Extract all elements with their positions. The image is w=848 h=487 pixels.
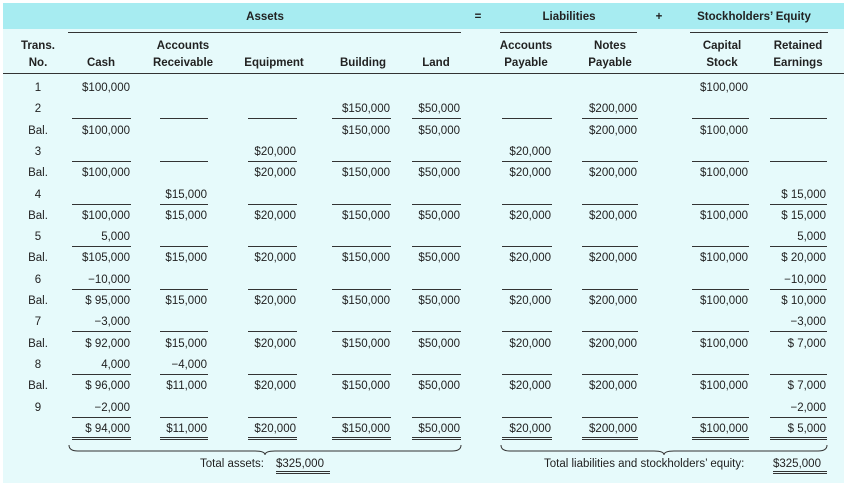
cell-building: $150,000: [342, 125, 390, 137]
row-label: 4: [34, 189, 42, 201]
row-label: Bal.: [28, 167, 48, 179]
cell-land: $50,000: [418, 423, 460, 435]
sum-rule: [332, 289, 391, 290]
sum-rule: [692, 374, 749, 375]
sum-rule: [248, 246, 297, 247]
cell-building: $150,000: [342, 167, 390, 179]
sum-rule: [160, 331, 208, 332]
sum-rule: [332, 374, 391, 375]
building-header: Building: [340, 57, 386, 69]
cell-retained: 5,000: [797, 231, 826, 243]
sum-rule: [770, 204, 827, 205]
sum-rule: [72, 417, 131, 418]
cell-np: $200,000: [589, 423, 637, 435]
row-label: Bal.: [28, 125, 48, 137]
cell-building: $150,000: [342, 295, 390, 307]
row-label: 7: [34, 316, 42, 328]
sum-rule: [412, 204, 461, 205]
cell-building: $150,000: [342, 338, 390, 350]
cell-cash: 4,000: [101, 359, 130, 371]
cell-retained: −2,000: [790, 402, 826, 414]
total-rule: [770, 437, 827, 440]
sum-rule: [770, 374, 827, 375]
sum-rule: [332, 331, 391, 332]
cell-land: $50,000: [418, 125, 460, 137]
ap-header-1: Accounts: [499, 40, 553, 52]
sum-rule: [502, 161, 552, 162]
sum-rule: [770, 289, 827, 290]
total-rule: [692, 437, 749, 440]
cell-land: $50,000: [418, 103, 460, 115]
sum-rule: [160, 289, 208, 290]
sum-rule: [72, 204, 131, 205]
sum-rule: [160, 417, 208, 418]
plus-sign: +: [655, 11, 663, 23]
sum-rule: [582, 204, 638, 205]
ap-header-2: Payable: [504, 57, 548, 69]
cell-cash: $100,000: [82, 82, 130, 94]
cell-building: $150,000: [342, 380, 390, 392]
sum-rule: [412, 331, 461, 332]
assets-brace: [68, 445, 462, 455]
cell-land: $50,000: [418, 380, 460, 392]
cell-ar: −4,000: [171, 359, 207, 371]
sum-rule: [582, 289, 638, 290]
total-le-underline: [773, 471, 827, 474]
cell-ar: $15,000: [165, 338, 207, 350]
total-assets-value: $325,000: [276, 458, 324, 470]
sum-rule: [692, 161, 749, 162]
total-rule: [582, 437, 638, 440]
liabilities-header: Liabilities: [542, 11, 596, 23]
total-le-value: $325,000: [773, 458, 821, 470]
cell-cash: −3,000: [94, 316, 130, 328]
cell-building: $150,000: [342, 210, 390, 222]
sum-rule: [412, 374, 461, 375]
sum-rule: [72, 374, 131, 375]
sum-rule: [502, 246, 552, 247]
sum-rule: [160, 118, 208, 119]
cell-ar: $15,000: [165, 210, 207, 222]
sum-rule: [692, 289, 749, 290]
header-divider: [3, 73, 844, 74]
sum-rule: [502, 417, 552, 418]
sum-rule: [248, 417, 297, 418]
ar-header-2: Receivable: [152, 57, 214, 69]
retained-header-2: Earnings: [773, 57, 823, 69]
sum-rule: [248, 161, 297, 162]
sum-rule: [582, 161, 638, 162]
sum-rule: [582, 331, 638, 332]
cell-np: $200,000: [589, 295, 637, 307]
ar-header-1: Accounts: [156, 40, 210, 52]
cell-np: $200,000: [589, 103, 637, 115]
cell-cash: $ 94,000: [85, 423, 130, 435]
sum-rule: [248, 331, 297, 332]
cell-np: $200,000: [589, 252, 637, 264]
cell-cash: $100,000: [82, 125, 130, 137]
cell-ap: $20,000: [509, 167, 551, 179]
sum-rule: [502, 118, 552, 119]
trans-header-1: Trans.: [21, 40, 55, 52]
total-assets-label: Total assets:: [200, 458, 264, 470]
cell-cash: $ 96,000: [85, 380, 130, 392]
total-assets-underline: [276, 471, 330, 474]
cell-retained: $ 7,000: [787, 338, 826, 350]
sum-rule: [248, 289, 297, 290]
cell-equipment: $20,000: [254, 167, 296, 179]
assets-header: Assets: [246, 11, 284, 23]
cell-equipment: $20,000: [254, 338, 296, 350]
retained-header-1: Retained: [773, 40, 823, 52]
sum-rule: [332, 118, 391, 119]
row-label: 1: [34, 82, 42, 94]
row-label: 5: [34, 231, 42, 243]
equity-rule: [690, 32, 828, 33]
row-label: 9: [34, 402, 42, 414]
equals-sign: =: [474, 11, 482, 23]
cell-ap: $20,000: [509, 338, 551, 350]
sum-rule: [692, 246, 749, 247]
cell-cash: $100,000: [82, 167, 130, 179]
sum-rule: [412, 289, 461, 290]
liabilities-rule: [500, 32, 637, 33]
cell-land: $50,000: [418, 252, 460, 264]
trans-header-2: No.: [28, 57, 48, 69]
sum-rule: [502, 374, 552, 375]
cell-ap: $20,000: [509, 295, 551, 307]
sum-rule: [770, 417, 827, 418]
cell-equipment: $20,000: [254, 295, 296, 307]
row-label: 6: [34, 274, 42, 286]
sum-rule: [160, 161, 208, 162]
sum-rule: [412, 118, 461, 119]
cell-building: $150,000: [342, 103, 390, 115]
sum-rule: [332, 161, 391, 162]
cell-np: $200,000: [589, 338, 637, 350]
cell-retained: $ 10,000: [781, 295, 826, 307]
cell-ar: $11,000: [166, 423, 207, 435]
sum-rule: [770, 161, 827, 162]
cell-capital: $100,000: [700, 423, 748, 435]
cell-capital: $100,000: [700, 252, 748, 264]
sum-rule: [412, 161, 461, 162]
capital-header-1: Capital: [702, 40, 742, 52]
sum-rule: [248, 204, 297, 205]
sum-rule: [72, 246, 131, 247]
cell-ar: $11,000: [166, 380, 207, 392]
sum-rule: [770, 246, 827, 247]
cell-capital: $100,000: [700, 210, 748, 222]
cell-retained: $ 20,000: [781, 252, 826, 264]
cell-ap: $20,000: [509, 423, 551, 435]
row-label: Bal.: [28, 295, 48, 307]
equipment-header: Equipment: [244, 57, 304, 69]
sum-rule: [692, 204, 749, 205]
cell-cash: 5,000: [101, 231, 130, 243]
cash-header: Cash: [86, 57, 116, 69]
cell-np: $200,000: [589, 380, 637, 392]
sum-rule: [332, 417, 391, 418]
cell-ar: $15,000: [165, 295, 207, 307]
sum-rule: [72, 289, 131, 290]
cell-capital: $100,000: [700, 295, 748, 307]
sum-rule: [502, 204, 552, 205]
cell-retained: −3,000: [790, 316, 826, 328]
cell-capital: $100,000: [700, 125, 748, 137]
cell-retained: $ 15,000: [781, 189, 826, 201]
cell-cash: $ 92,000: [85, 338, 130, 350]
cell-np: $200,000: [589, 167, 637, 179]
cell-capital: $100,000: [700, 167, 748, 179]
row-label: Bal.: [28, 380, 48, 392]
cell-ap: $20,000: [509, 380, 551, 392]
row-label: Bal.: [28, 252, 48, 264]
cell-retained: −10,000: [784, 274, 826, 286]
sum-rule: [692, 118, 749, 119]
sum-rule: [332, 246, 391, 247]
cell-equipment: $20,000: [254, 146, 296, 158]
equity-header: Stockholders’ Equity: [697, 11, 811, 23]
cell-retained: $ 5,000: [787, 423, 826, 435]
total-rule: [412, 437, 461, 440]
cell-cash: $105,000: [82, 252, 130, 264]
cell-ar: $15,000: [165, 189, 207, 201]
sum-rule: [248, 374, 297, 375]
sum-rule: [160, 374, 208, 375]
row-label: 2: [34, 103, 42, 115]
le-brace: [500, 445, 828, 455]
cell-capital: $100,000: [700, 82, 748, 94]
total-rule: [72, 437, 131, 440]
cell-equipment: $20,000: [254, 210, 296, 222]
total-rule: [502, 437, 552, 440]
cell-cash: $ 95,000: [85, 295, 130, 307]
row-label: Bal.: [28, 210, 48, 222]
sum-rule: [770, 118, 827, 119]
sum-rule: [692, 331, 749, 332]
total-rule: [248, 437, 297, 440]
sum-rule: [248, 118, 297, 119]
sum-rule: [582, 118, 638, 119]
sum-rule: [412, 246, 461, 247]
sum-rule: [160, 204, 208, 205]
sum-rule: [770, 331, 827, 332]
cell-cash: −10,000: [88, 274, 130, 286]
total-rule: [160, 437, 208, 440]
cell-cash: $100,000: [82, 210, 130, 222]
cell-land: $50,000: [418, 167, 460, 179]
cell-equipment: $20,000: [254, 423, 296, 435]
sum-rule: [412, 417, 461, 418]
cell-building: $150,000: [342, 423, 390, 435]
sum-rule: [582, 417, 638, 418]
capital-header-2: Stock: [706, 57, 738, 69]
row-label: 3: [34, 146, 42, 158]
sum-rule: [502, 331, 552, 332]
cell-retained: $ 15,000: [781, 210, 826, 222]
cell-equipment: $20,000: [254, 252, 296, 264]
cell-equipment: $20,000: [254, 380, 296, 392]
sum-rule: [582, 246, 638, 247]
cell-ar: $15,000: [165, 252, 207, 264]
total-rule: [332, 437, 391, 440]
assets-rule: [68, 32, 461, 33]
row-label: 8: [34, 359, 42, 371]
sum-rule: [582, 374, 638, 375]
sum-rule: [72, 161, 131, 162]
sum-rule: [332, 204, 391, 205]
np-header-2: Payable: [588, 57, 632, 69]
cell-retained: $ 7,000: [787, 380, 826, 392]
sum-rule: [72, 331, 131, 332]
sum-rule: [72, 118, 131, 119]
cell-land: $50,000: [418, 295, 460, 307]
cell-np: $200,000: [589, 210, 637, 222]
cell-ap: $20,000: [509, 252, 551, 264]
sum-rule: [692, 417, 749, 418]
land-header: Land: [422, 57, 450, 69]
total-le-label: Total liabilities and stockholders’ equity:: [544, 458, 745, 470]
cell-land: $50,000: [418, 338, 460, 350]
cell-capital: $100,000: [700, 380, 748, 392]
cell-land: $50,000: [418, 210, 460, 222]
row-label: Bal.: [28, 338, 48, 350]
cell-np: $200,000: [589, 125, 637, 137]
cell-capital: $100,000: [700, 338, 748, 350]
cell-cash: −2,000: [94, 402, 130, 414]
sum-rule: [160, 246, 208, 247]
cell-ap: $20,000: [509, 210, 551, 222]
np-header-1: Notes: [594, 40, 626, 52]
cell-ap: $20,000: [509, 146, 551, 158]
sum-rule: [502, 289, 552, 290]
cell-building: $150,000: [342, 252, 390, 264]
